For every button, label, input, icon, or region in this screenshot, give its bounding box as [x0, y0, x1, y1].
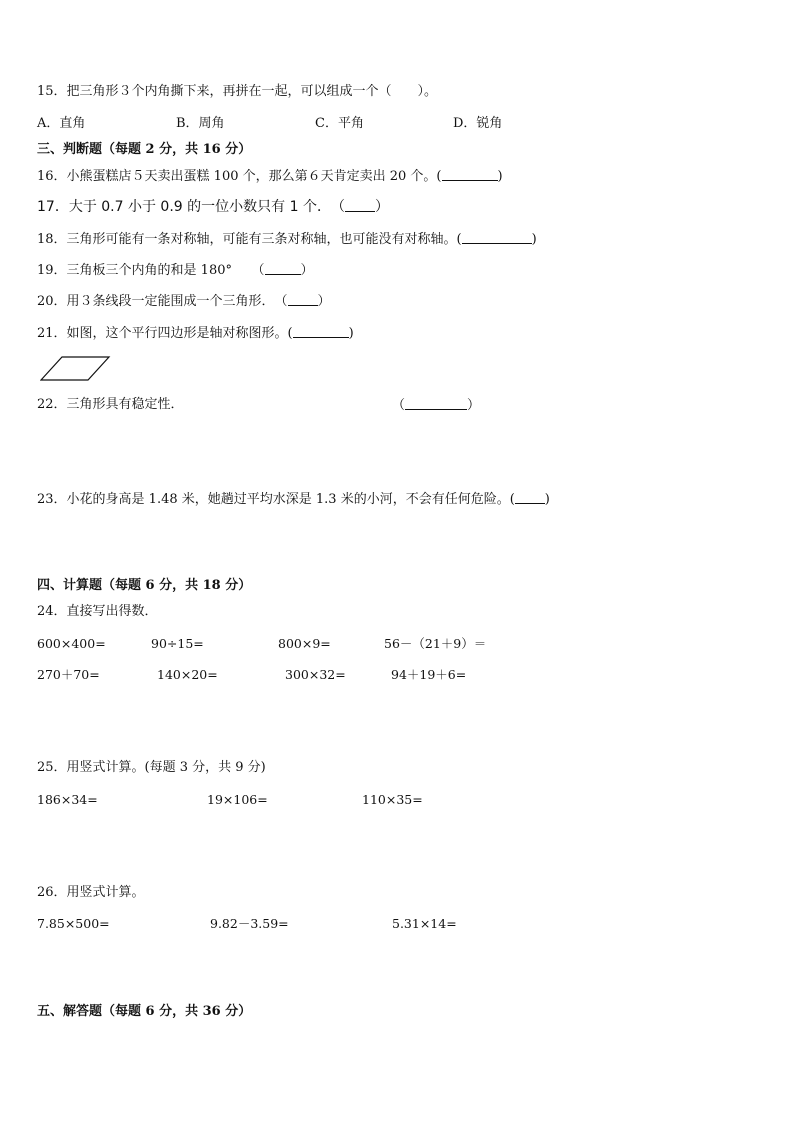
calc-24-2: 90÷15=: [151, 636, 204, 651]
question-19-text: 19．三角板三个内角的和是 180° （: [37, 263, 265, 278]
question-20-text: 20．用３条线段一定能围成一个三角形． （: [37, 294, 288, 309]
question-22-open: （: [392, 398, 406, 413]
question-18: [37, 231, 537, 248]
calc-26-3: 5.31×14=: [392, 916, 457, 931]
question-17: [37, 199, 389, 215]
question-21-close: ): [348, 326, 354, 341]
question-17-close: ）: [374, 199, 389, 215]
question-20-close: ）: [317, 294, 331, 309]
answer-blank-16[interactable]: [442, 168, 498, 181]
calc-24-4: 56－（21＋9）＝: [384, 636, 487, 651]
question-23-text: 23．小花的身高是 1.48 米，她趟过平均水深是 1.3 米的小河，不会有任何危险。(: [37, 492, 515, 507]
question-22-close: ）: [467, 398, 481, 413]
question-19-close: ）: [300, 263, 314, 278]
question-16-text: 16．小熊蛋糕店５天卖出蛋糕 100 个，那么第６天肯定卖出 20 个。(: [37, 169, 442, 184]
question-17-text: 17．大于 0.7 小于 0.9 的一位小数只有 1 个． （: [37, 199, 345, 215]
question-15: 15．把三角形３个内角撕下来，再拼在一起，可以组成一个（ ）。: [37, 84, 438, 99]
calc-25-2: 19×106=: [207, 792, 268, 807]
calc-24-5: 270＋70=: [37, 667, 100, 682]
option-c: C．平角: [315, 116, 364, 131]
answer-blank-21[interactable]: [293, 325, 349, 338]
question-18-close: ): [531, 232, 537, 247]
question-21: [37, 325, 354, 342]
question-26: 26．用竖式计算。: [37, 885, 145, 900]
question-18-text: 18．三角形可能有一条对称轴，可能有三条对称轴，也可能没有对称轴。(: [37, 232, 462, 247]
calc-24-6: 140×20=: [157, 667, 218, 682]
calc-24-8: 94＋19＋6=: [391, 667, 467, 682]
calc-25-3: 110×35=: [362, 792, 423, 807]
question-22-answer: [392, 397, 480, 414]
answer-blank-22[interactable]: [405, 397, 467, 410]
calc-25-1: 186×34=: [37, 792, 98, 807]
calc-24-1: 600×400=: [37, 636, 106, 651]
question-16: [37, 168, 503, 185]
option-b: B．周角: [176, 116, 225, 131]
answer-blank-19[interactable]: [265, 262, 301, 275]
section-3-title: 三、判断题（每题 2 分，共 16 分）: [37, 142, 252, 157]
parallelogram-figure: [40, 356, 112, 382]
option-a: A．直角: [37, 116, 86, 131]
question-16-close: ): [497, 169, 503, 184]
question-23-close: ): [544, 492, 550, 507]
question-22: 22．三角形具有稳定性．: [37, 397, 184, 412]
calc-24-7: 300×32=: [285, 667, 346, 682]
question-25: 25．用竖式计算。(每题 3 分，共 9 分): [37, 760, 266, 775]
question-21-text: 21．如图，这个平行四边形是轴对称图形。(: [37, 326, 293, 341]
calc-24-3: 800×9=: [278, 636, 331, 651]
question-20: [37, 293, 331, 310]
answer-blank-20[interactable]: [288, 293, 318, 306]
calc-26-1: 7.85×500=: [37, 916, 110, 931]
calc-26-2: 9.82－3.59=: [210, 916, 289, 931]
question-24: 24．直接写出得数．: [37, 604, 158, 619]
answer-blank-17[interactable]: [345, 199, 375, 212]
question-19: [37, 262, 314, 279]
question-23: [37, 491, 550, 508]
option-d: D．锐角: [453, 116, 503, 131]
answer-blank-18[interactable]: [462, 231, 532, 244]
section-4-title: 四、计算题（每题 6 分，共 18 分）: [37, 578, 252, 593]
section-5-title: 五、解答题（每题 6 分，共 36 分）: [37, 1004, 252, 1019]
answer-blank-23[interactable]: [515, 491, 545, 504]
